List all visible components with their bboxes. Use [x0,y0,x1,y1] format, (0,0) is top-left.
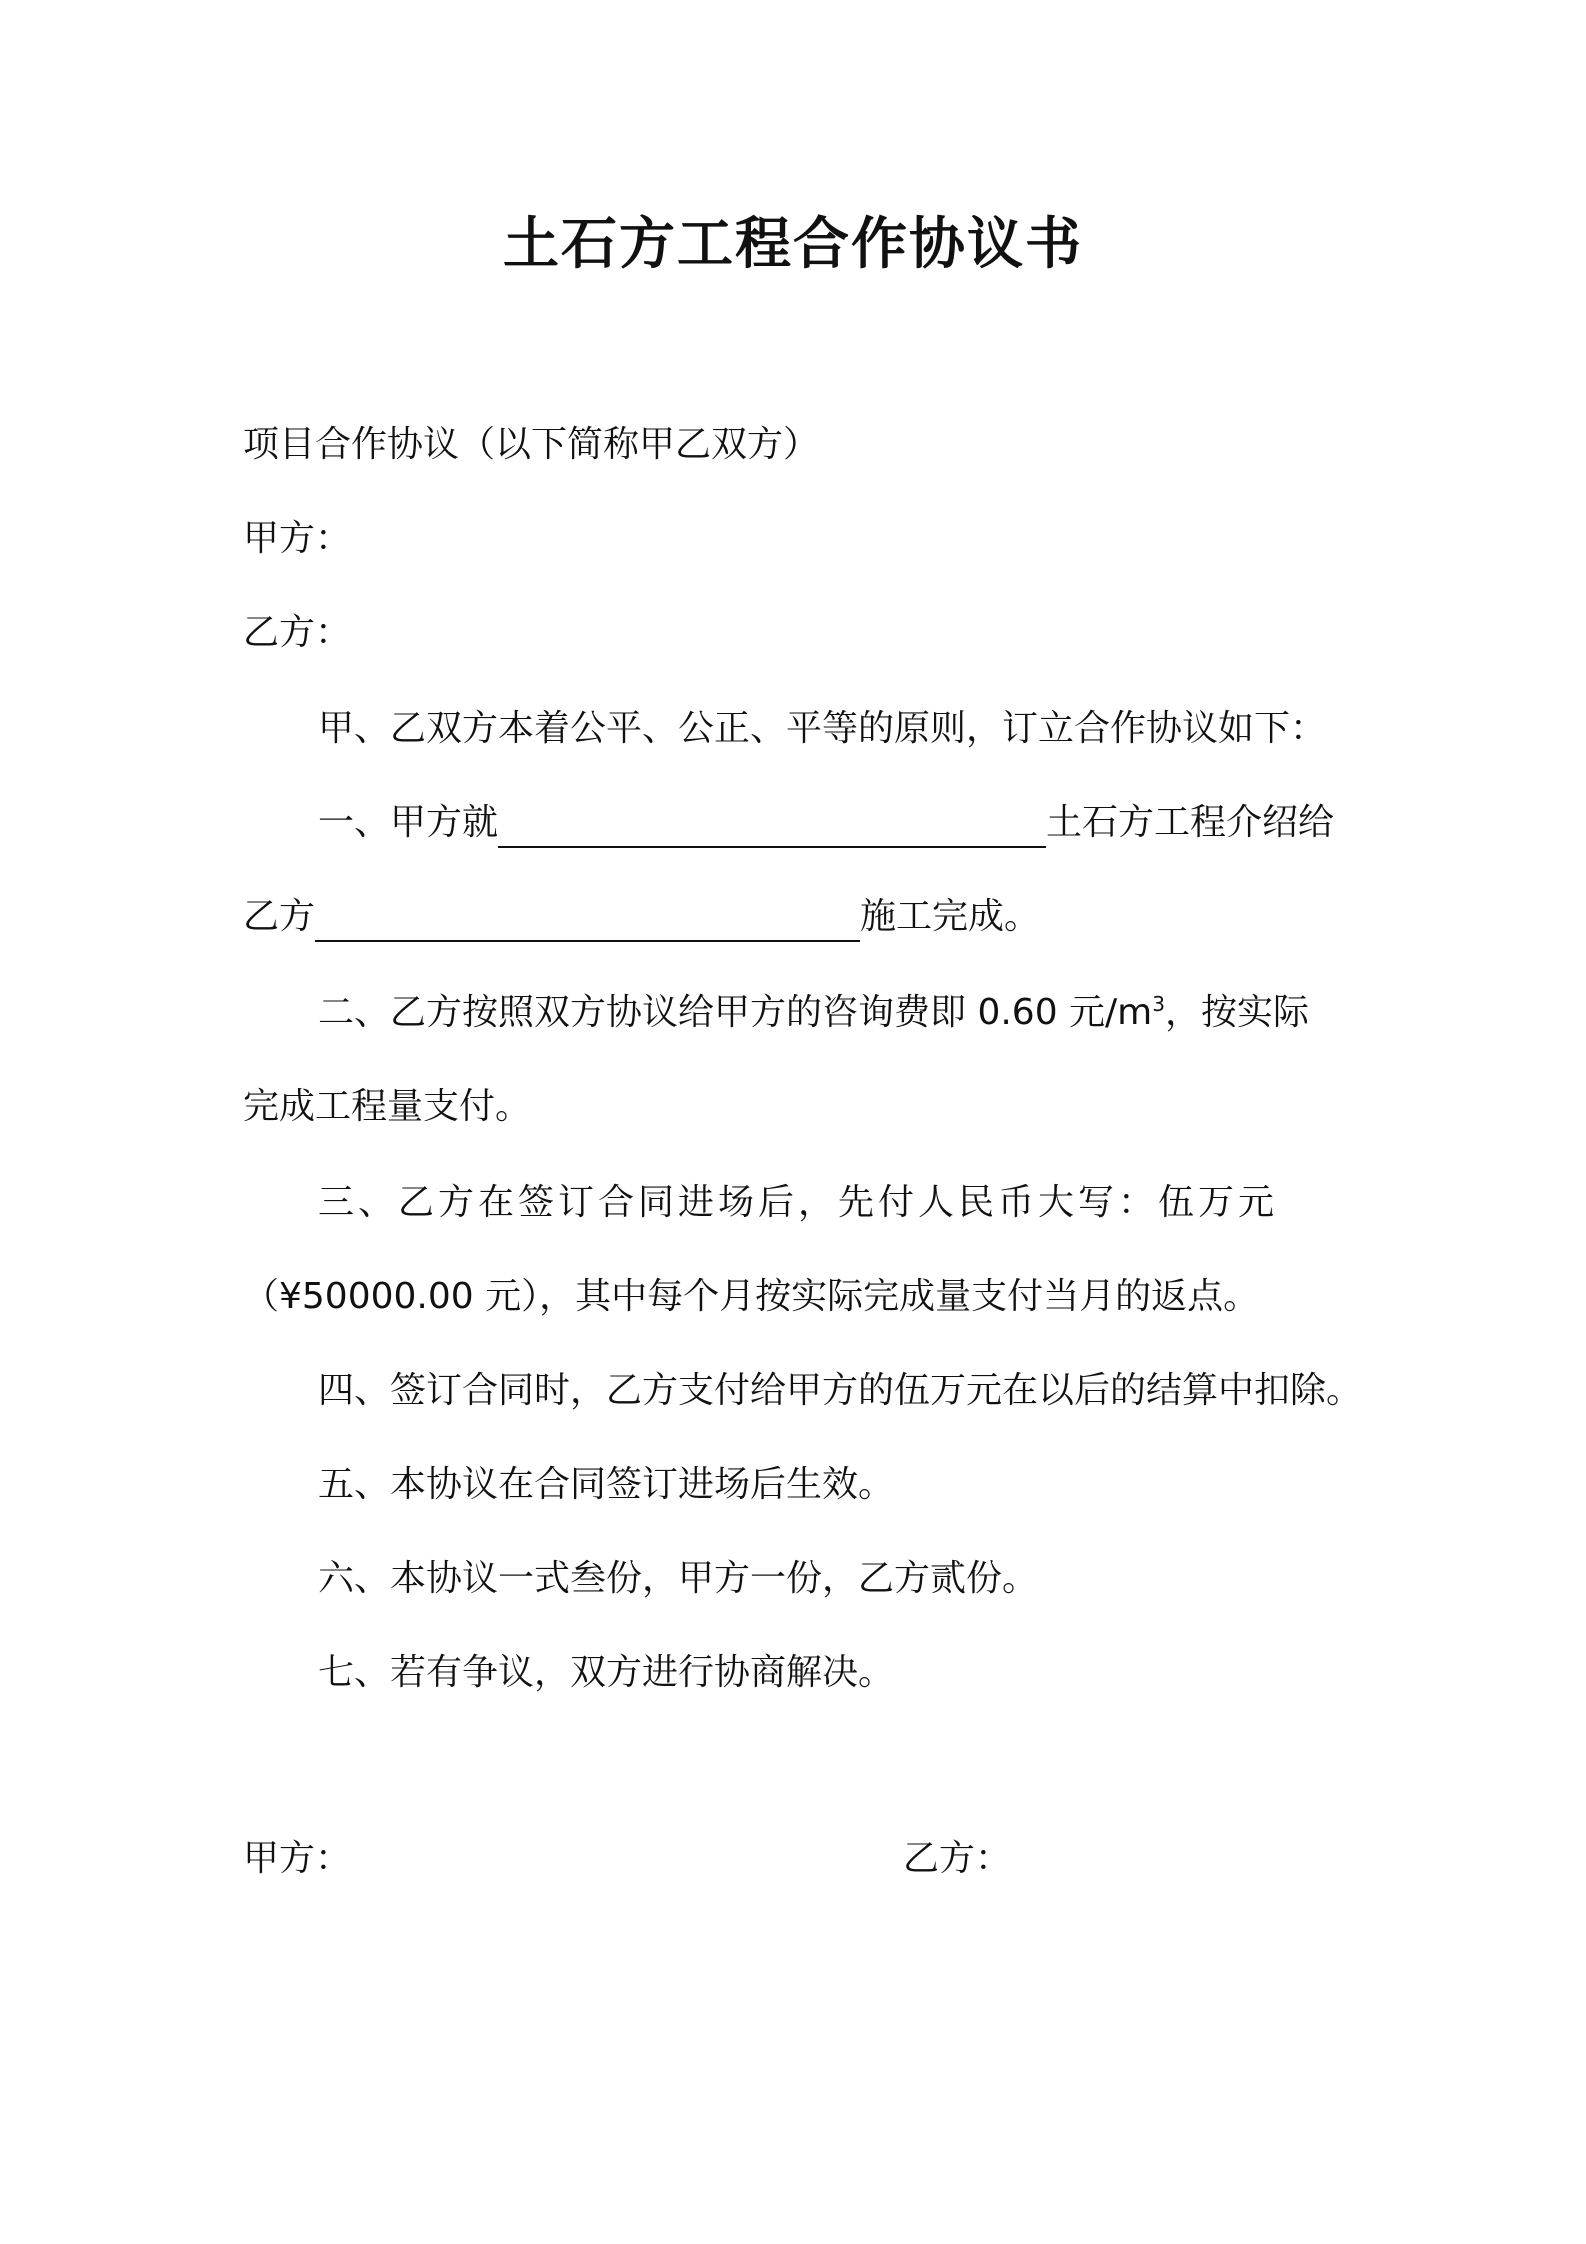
party-a-label: 甲方： [243,518,352,559]
clause-7: 七、若有争议，双方进行协商解决。 [318,1652,895,1693]
clause-1-line-2 [243,892,1040,942]
signature-party-a: 甲方： [243,1838,352,1879]
intro-line: 项目合作协议（以下简称甲乙双方） [243,424,820,465]
clause-1-line-2-prefix: 乙方 [243,896,316,937]
clause-1-prefix: 一、甲方就 [318,802,499,843]
cubic-superscript: 3 [1152,992,1165,1016]
clause-2-line-1 [318,988,1309,1038]
contractor-name-blank [315,900,860,942]
clause-4: 四、签订合同时，乙方支付给甲方的伍万元在以后的结算中扣除。 [318,1370,1363,1411]
preamble-line: 甲、乙双方本着公平、公正、平等的原则，订立合作协议如下： [318,708,1327,749]
party-b-label: 乙方： [243,612,352,653]
project-name-blank [498,806,1046,848]
clause-1-mid: 土石方工程介绍给 [1046,802,1335,843]
clause-1-line-1 [318,798,1334,848]
clause-6: 六、本协议一式叁份，甲方一份，乙方贰份。 [318,1558,1039,1599]
clause-2-line-2: 完成工程量支付。 [243,1086,532,1127]
clause-5: 五、本协议在合同签订进场后生效。 [318,1464,895,1505]
clause-2-text-a: 二、乙方按照双方协议给甲方的咨询费即 0.60 元/m [318,992,1153,1033]
clause-1-line-2-suffix: 施工完成。 [860,896,1041,937]
document-title: 土石方工程合作协议书 [503,212,1083,277]
clause-3-line-2: （¥50000.00 元），其中每个月按实际完成量支付当月的返点。 [243,1276,1260,1317]
clause-3-line-1: 三、乙方在签订合同进场后，先付人民币大写：伍万元 [318,1182,1279,1223]
clause-2-text-b: ，按实际 [1164,992,1309,1033]
signature-party-b: 乙方： [903,1838,1012,1879]
